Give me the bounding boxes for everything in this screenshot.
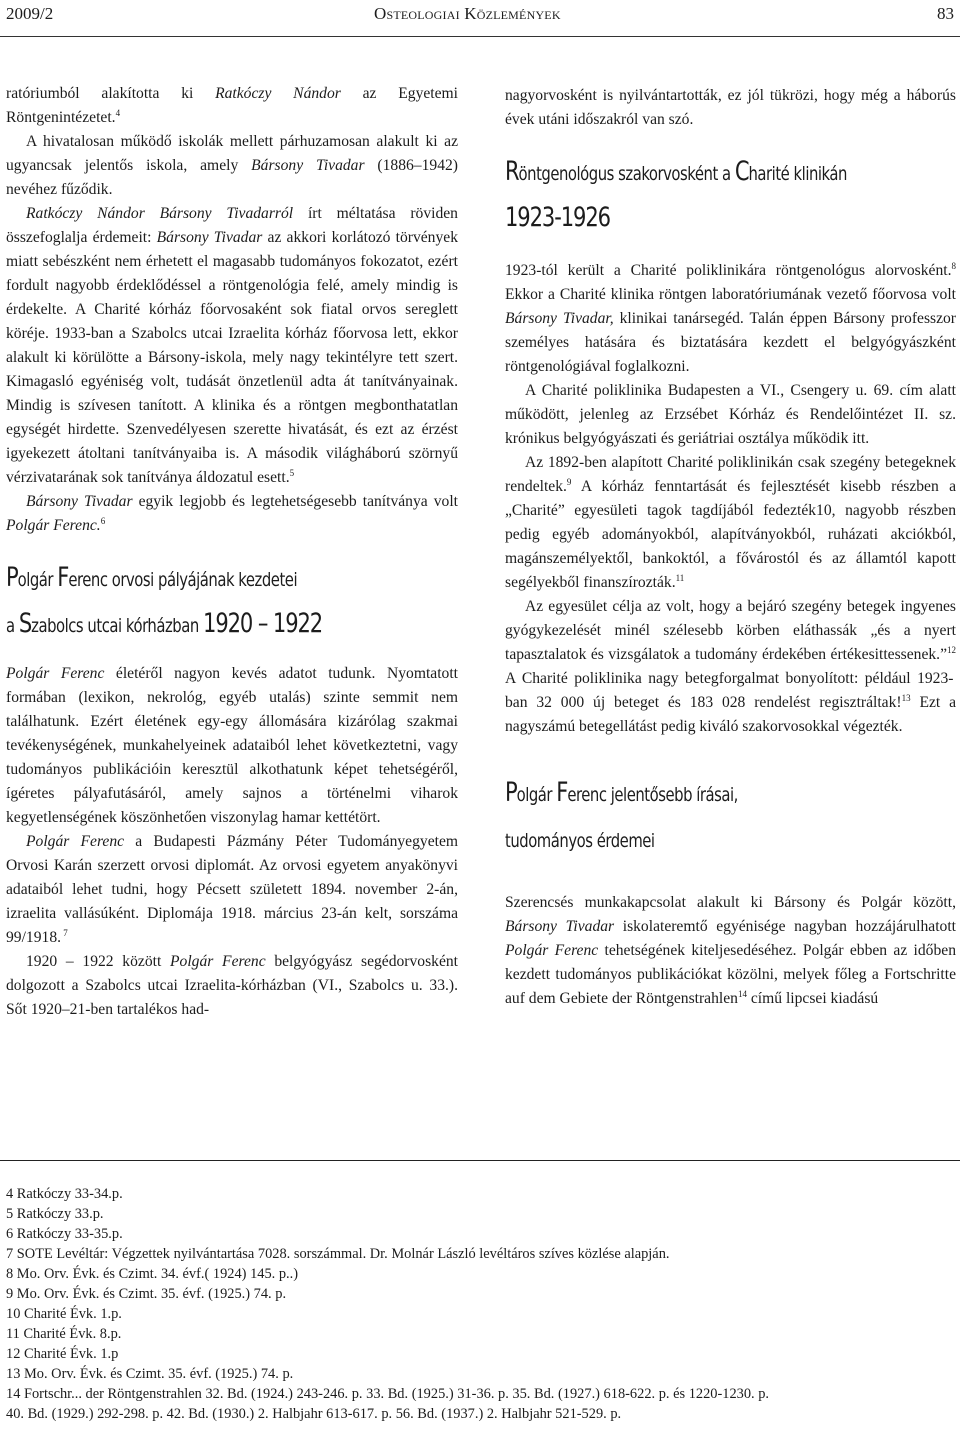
footnote: 40. Bd. (1929.) 292-298. p. 42. Bd. (1930.) 2. Halbjahr 613-617. p. 56. Bd. (1937.) 2. Halbjahr 521-529. p. xyxy=(6,1406,622,1422)
footnote: 12 Charité Évk. 1.p xyxy=(6,1346,119,1362)
header-rule xyxy=(0,36,960,37)
footnote: 8 Mo. Orv. Évk. és Czimt. 34. évf.( 1924) 145. p..) xyxy=(6,1266,299,1282)
paragraph: Az egyesület célja az volt, hogy a bejáró szegény betegek ingyenes gyógykezelését minél szélesebb körben eláthassák „és a nyert tapasztalatok és vizsgálatok a tudomány érdekében értékesittessenek.”$^{12}$ A Charité poliklinika nagy betegforgalmat bonyolított: például 1923-ban 32 000 új beteget és 183 028 rendelést regisztráltak!$^{13}$ Ezt a nagyszámú betegellátást pedig kiváló szakorvosokkal végezték. xyxy=(505,598,956,735)
paragraph: 1923-tól került a Charité poliklinikára röntgenológus alorvosként.$^8$ Ekkor a Charité klinika röntgen laboratóriumának vezető főorvosa volt Bársony Tivadar, klinikai tanársegéd. Talán éppen Bársony professzor személyes hatására és biztatására kezdett el belgyógyászként röntgenológiával foglalkozni. xyxy=(505,261,956,375)
footnote: 10 Charité Évk. 1.p. xyxy=(6,1306,122,1322)
footnote-rule xyxy=(0,1160,960,1161)
paragraph: ratóriumból alakította ki Ratkóczy Nándor az Egyetemi Röntgenintézetet.$^4$ xyxy=(6,85,458,126)
footnote: 5 Ratkóczy 33.p. xyxy=(6,1206,104,1222)
paragraph: Polgár Ferenc a Budapesti Pázmány Péter Tudományegyetem Orvosi Karán szerzett orvosi diplomát. Az orvosi egyetem anyakönyvi adataiból lehet tudni, hogy Pécsett született 1894. november 2-án, izraelita vallásúként. Diplomája 1918. március 23-án kelt, sorszáma 99/1918. $^7$ xyxy=(6,833,459,946)
footnote-ref[interactable]: 12 xyxy=(947,645,956,655)
footnote: 7 SOTE Levéltár: Végzettek nyilvántartása 7028. sorszámmal. Dr. Molnár László levéltáros szíves közlése alapján. xyxy=(6,1246,670,1262)
footnote: 13 Mo. Orv. Évk. és Czimt. 35. évf. (1925.) 74. p. xyxy=(6,1366,294,1382)
footnote-ref[interactable]: 14 xyxy=(737,989,747,999)
paragraph: nagyorvosként is nyilvántartották, ez jól tükrözi, hogy még a háborús évek utáni időszakról van szó. xyxy=(505,87,956,128)
paragraph: Bársony Tivadar egyik legjobb és legtehetségesebb tanítványa volt Polgár Ferenc.$^6$ xyxy=(6,493,458,534)
footnote-ref[interactable]: 8 xyxy=(951,261,956,271)
footnote-ref[interactable]: 9 xyxy=(566,477,572,487)
footnotes xyxy=(6,1184,956,1424)
footnote-ref[interactable]: 11 xyxy=(675,573,685,583)
section-heading: Polgár Ferenc jelentősebb írásai, tudományos érdemei xyxy=(505,777,738,852)
paragraph: A Charité poliklinika Budapesten a VI., Csengery u. 69. cím alatt működött, jelenleg az Erzsébet Kórház és Rendelőintézet II. sz. krónikus belgyógyászati és geriátriai osztálya működik itt. xyxy=(505,382,956,447)
footnote-ref[interactable]: 4 xyxy=(115,108,121,118)
paragraph: Az 1892-ben alapított Charité poliklinikán csak szegény betegeknek rendeltek.$^9$ A kórház fenntartását és fejlesztését kisebb részben a „Charité” egyesületi tagok tagdíjából fedezték10, nagyobb részben pedig egyéb adományokból, alapítványokból, ruházati akciókból, magánszemélyektől, bankoktól, a fővárostól és az államtól kapott segélyekből finanszírozták.$^{11}$ xyxy=(505,454,956,591)
page-number: 83 xyxy=(937,4,954,23)
footnote-ref[interactable]: 7 xyxy=(61,928,68,938)
section-heading: Röntgenológus szakorvosként a Charité klinikán 1923-1926 xyxy=(505,156,847,233)
paragraph: Szerencsés munkakapcsolat alakult ki Bársony és Polgár között, Bársony Tivadar iskolateremtő egyénisége nagyban hozzájárulhatott Polgár Ferenc tehetségének kiteljesedéséhez. Polgár ebben az időben kezdett tudományos publikációkat közölni, melyek főleg a Fortschritte auf dem Gebiete der Röntgenstrahlen$^{14}$ című lipcsei kiadású xyxy=(505,894,957,1007)
paragraph: Polgár Ferenc életéről nagyon kevés adatot tudunk. Nyomtatott formában (lexikon, nekrológ, egyéb utalás) szinte semmit nem találhatunk. Ezért életének egy-egy állomására kizárólag szakmai tevékenységének, munkahelyeinek adataiból lehet következtetni, vagy tudományos publikációin keresztül alkothatunk képet tehetségéről, ígéretes pályafutásáról, amely sajnos a történelmi viharok kegyetlenségének köszönhetően viszonylag hamar kettétört. xyxy=(6,665,458,826)
right-column xyxy=(505,84,956,1011)
footnote: 4 Ratkóczy 33-34.p. xyxy=(6,1186,123,1202)
footnote: 6 Ratkóczy 33-35.p. xyxy=(6,1226,123,1242)
footnote: 14 Fortschr... der Röntgenstrahlen 32. Bd. (1924.) 243-246. p. 33. Bd. (1925.) 31-36. p. 35. Bd. (1927.) 618-622. p. és 1220-1230. p. xyxy=(6,1386,770,1402)
section-heading: Polgár Ferenc orvosi pályájának kezdetei a Szabolcs utcai kórházban 1920 – 1922 xyxy=(6,562,323,639)
running-header xyxy=(0,0,960,36)
issue-number: 2009/2 xyxy=(6,4,54,23)
footnote: 9 Mo. Orv. Évk. és Czimt. 35. évf. (1925.) 74. p. xyxy=(6,1286,287,1302)
footnote-ref[interactable]: 5 xyxy=(289,468,295,478)
journal-title: Osteologiai Közlemények xyxy=(374,4,561,23)
footnote-ref[interactable]: 6 xyxy=(100,516,106,526)
left-column xyxy=(6,82,458,1022)
paragraph: A hivatalosan működő iskolák mellett párhuzamosan alakult ki az ugyancsak jelentős iskola, amely Bársony Tivadar (1886–1942) nevéhez fűződik. xyxy=(6,133,458,198)
paragraph: 1920 – 1922 között Polgár Ferenc belgyógyász segédorvosként dolgozott a Szabolcs utcai Izraelita-kórházban (VI., Szabolcs u. 33.). Sőt 1920–21-ben tartalékos had- xyxy=(6,953,459,1018)
paragraph: Ratkóczy Nándor Bársony Tivadarról írt méltatása röviden összefoglalja érdemeit: Bársony Tivadar az akkori korlátozó törvények miatt sebészként nem érhetett el magasabb tudományos fokozatot, ezért fordult nagyobb érdeklődéssel a röntgenológia felé, amely mindig is érdekelte. A Charité kórház főorvosaként sok fiatal orvos sereglett köréje. 1933-ban a Szabolcs utcai Izraelita kórház főorvosa lett, ekkor alakult ki körülötte a Bársony-iskola, mely nagy tekintélyre tett szert. Kimagasló egyéniség volt, tudását önzetlenül adta át tanítványainak. Mindig is szívesen tanított. A klinika és a röntgen megbonthatatlan egységét hirdette. Szenvedélyesen szerette hivatását, és ezt az érzést igyekezett átoltani tanítványaiba is. A második világháború szörnyű vérzivatarának sok tanítványa áldozatul esett.$^5$ xyxy=(6,205,458,486)
footnote: 11 Charité Évk. 8.p. xyxy=(6,1326,122,1342)
footnote-ref[interactable]: 13 xyxy=(901,693,911,703)
